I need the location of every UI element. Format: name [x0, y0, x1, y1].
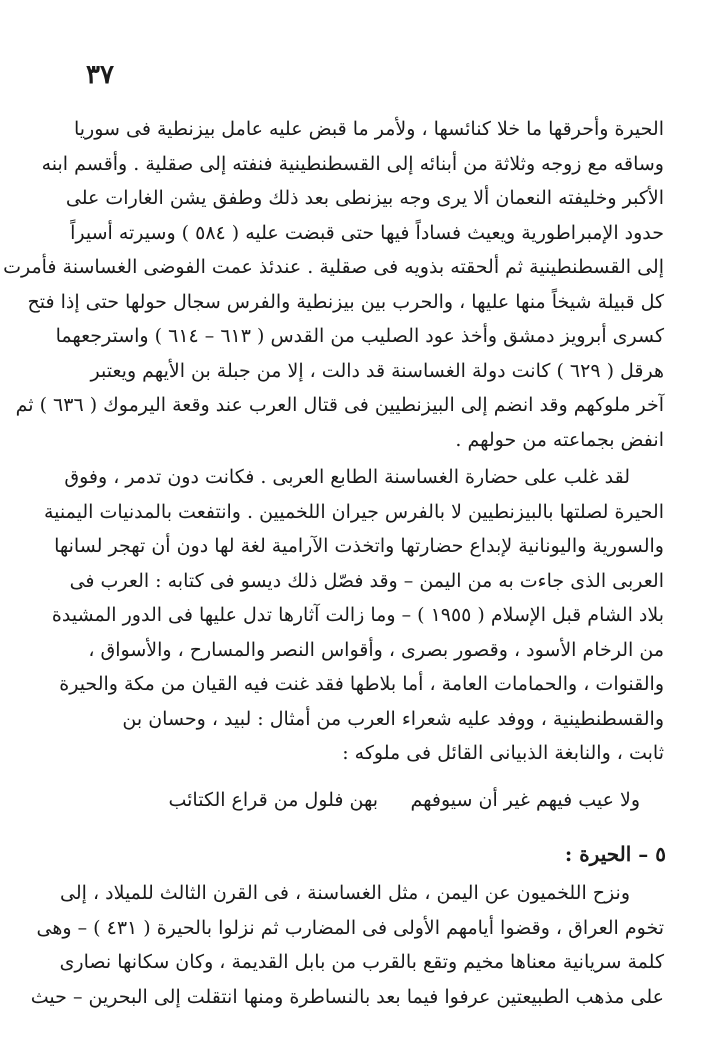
text-line: ثابت ، والنابغة الذبيانى القائل فى ملوكه : [342, 742, 664, 764]
text-line: والسورية واليونانية لإبداع حضارتها واتخذت الآرامية لغة لها دون أن تهجر لسانها [54, 535, 664, 557]
paragraph-ghassanid-civilization [44, 460, 664, 771]
text-line: الأكبر وخليفته النعمان ألا يرى وجه بيزنطى بعد ذلك وطفق يشن الغارات على [65, 187, 664, 209]
text-line: ونزح اللخميون عن اليمن ، مثل الغساسنة ، فى القرن الثالث للميلاد ، إلى [60, 882, 630, 904]
text-line: إلى القسطنطينية ثم ألحقته بذويه فى صقلية . عندئذ عمت الفوضى الغساسنة فأمرت [3, 256, 664, 278]
text-line: انفض بجماعته من حولهم . [455, 428, 664, 451]
text-line: على مذهب الطبيعتين عرفوا فيما بعد بالنساطرة ومنها انتقلت إلى البحرين – حيث [30, 985, 664, 1008]
text-line: كلمة سريانية معناها مخيم وتقع بالقرب من بابل القديمة ، وكان سكانها نصارى [59, 951, 664, 973]
poem-second-hemistich: بهن فلول من قراع الكتائب [168, 789, 378, 811]
text-line: حدود الإمبراطورية ويعيث فساداً فيها حتى قبضت عليه ( ٥٨٤ ) وسيرته أسيراً [70, 221, 664, 244]
poem-verse [140, 782, 640, 818]
text-line: بلاد الشام قبل الإسلام ( ١٩٥٥ ) – وما زالت آثارها تدل عليها فى الدور المشيدة [51, 604, 664, 626]
text-line: آخر ملوكهم وقد انضم إلى البيزنطيين فى قتال العرب عند وقعة اليرموك ( ٦٣٦ ) ثم [15, 394, 664, 416]
text-line: كل قبيلة شيخاً منها عليها ، والحرب بين بيزنطية والفرس سجال حولها حتى إذا فتح [27, 290, 664, 313]
section-heading: ٥ – الحيرة : [564, 842, 666, 866]
text-line: الحيرة لصلتها بالبيزنطيين لا بالفرس جيران اللخميين . وانتفعت بالمدنيات اليمنية [44, 500, 664, 523]
text-line: تخوم العراق ، وقضوا أيامهم الأولى فى المضارب ثم نزلوا بالحيرة ( ٤٣١ ) – وهى [36, 916, 664, 939]
poem-first-hemistich: ولا عيب فيهم غير أن سيوفهم [410, 789, 640, 811]
text-line: والقنوات ، والحمامات العامة ، أما بلاطها فقد غنت فيه القيان من مكة والحيرة [59, 673, 664, 695]
text-line: هرقل ( ٦٢٩ ) كانت دولة الغساسنة قد دالت ، إلا من جبلة بن الأيهم ويعتبر [90, 359, 664, 382]
text-line: والقسطنطينية ، ووفد عليه شعراء العرب من أمثال : لبيد ، وحسان بن [122, 707, 664, 730]
paragraph-kings-of-ghassan [3, 112, 664, 457]
text-line: الحيرة وأحرقها ما خلا كنائسها ، ولأمر ما قبض عليه عامل بيزنطية فى سوريا [73, 118, 664, 140]
text-line: كسرى أبرويز دمشق وأخذ عود الصليب من القدس ( ٦١٣ – ٦١٤ ) واسترجعهما [55, 325, 664, 347]
text-line: وساقه مع زوجه وثلاثة من أبنائه إلى القسطنطينية فنفته إلى صقلية . وأقسم ابنه [41, 152, 664, 175]
text-line: من الرخام الأسود ، وقصور بصرى ، وأقواس النصر والمسارح ، والأسواق ، [88, 638, 664, 661]
text-line: العربى الذى جاءت به من اليمن – وقد فصّل ذلك ديسو فى كتابه : العرب فى [69, 569, 664, 592]
paragraph-lakhmids [30, 876, 664, 1014]
page-number: ٣٧ [86, 60, 114, 90]
text-line: لقد غلب على حضارة الغساسنة الطابع العربى . فكانت دون تدمر ، وفوق [64, 466, 630, 488]
